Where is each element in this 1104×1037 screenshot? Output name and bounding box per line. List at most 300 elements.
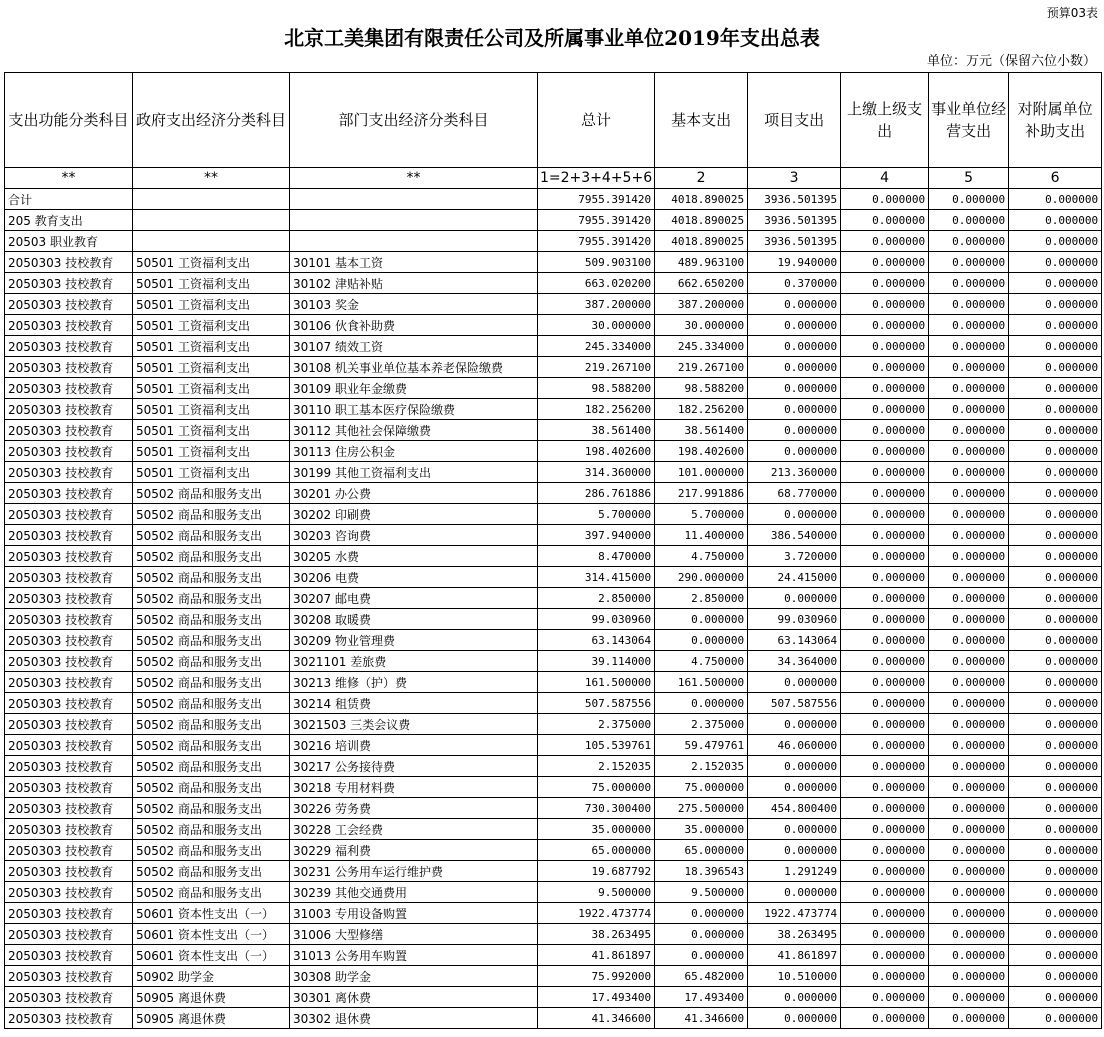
basic-cell: 65.000000 <box>655 840 748 861</box>
total-cell: 38.561400 <box>538 420 655 441</box>
table-row <box>5 189 1102 210</box>
total-cell: 314.360000 <box>538 462 655 483</box>
basic-cell: 30.000000 <box>655 315 748 336</box>
function-class-cell: 2050303 技校教育 <box>5 462 133 483</box>
table-row <box>5 231 1102 252</box>
business-cell: 0.000000 <box>929 861 1009 882</box>
project-cell: 0.000000 <box>748 357 841 378</box>
basic-cell: 219.267100 <box>655 357 748 378</box>
basic-cell: 4018.890025 <box>655 189 748 210</box>
total-cell: 17.493400 <box>538 987 655 1008</box>
total-cell: 98.588200 <box>538 378 655 399</box>
gov-econ-class-cell: 50501 工资福利支出 <box>133 336 290 357</box>
function-class-cell: 2050303 技校教育 <box>5 315 133 336</box>
col-header: 总计 <box>538 73 655 168</box>
subsidy-cell: 0.000000 <box>1009 987 1102 1008</box>
dept-econ-class-cell: 30202 印刷费 <box>290 504 538 525</box>
header-row <box>5 73 1102 168</box>
dept-econ-class-cell: 30108 机关事业单位基本养老保险缴费 <box>290 357 538 378</box>
dept-econ-class-cell: 30301 离休费 <box>290 987 538 1008</box>
subsidy-cell: 0.000000 <box>1009 336 1102 357</box>
project-cell: 1.291249 <box>748 861 841 882</box>
basic-cell: 0.000000 <box>655 693 748 714</box>
subsidy-cell: 0.000000 <box>1009 546 1102 567</box>
basic-cell: 75.000000 <box>655 777 748 798</box>
subsidy-cell: 0.000000 <box>1009 567 1102 588</box>
table-row <box>5 924 1102 945</box>
project-cell: 0.000000 <box>748 504 841 525</box>
subsidy-cell: 0.000000 <box>1009 378 1102 399</box>
gov-econ-class-cell: 50501 工资福利支出 <box>133 378 290 399</box>
remit-cell: 0.000000 <box>841 714 929 735</box>
total-cell: 63.143064 <box>538 630 655 651</box>
function-class-cell: 2050303 技校教育 <box>5 672 133 693</box>
project-cell: 0.000000 <box>748 672 841 693</box>
table-row <box>5 378 1102 399</box>
total-cell: 7955.391420 <box>538 210 655 231</box>
dept-econ-class-cell: 31003 专用设备购置 <box>290 903 538 924</box>
project-cell: 0.000000 <box>748 882 841 903</box>
gov-econ-class-cell: 50601 资本性支出（一） <box>133 945 290 966</box>
dept-econ-class-cell: 30112 其他社会保障缴费 <box>290 420 538 441</box>
remit-cell: 0.000000 <box>841 294 929 315</box>
basic-cell: 4.750000 <box>655 651 748 672</box>
table-row <box>5 588 1102 609</box>
table-row <box>5 861 1102 882</box>
project-cell: 213.360000 <box>748 462 841 483</box>
gov-econ-class-cell: 50502 商品和服务支出 <box>133 693 290 714</box>
dept-econ-class-cell: 30217 公务接待费 <box>290 756 538 777</box>
index-cell: 3 <box>748 168 841 189</box>
table-row <box>5 546 1102 567</box>
business-cell: 0.000000 <box>929 840 1009 861</box>
function-class-cell: 2050303 技校教育 <box>5 567 133 588</box>
total-cell: 314.415000 <box>538 567 655 588</box>
remit-cell: 0.000000 <box>841 987 929 1008</box>
business-cell: 0.000000 <box>929 546 1009 567</box>
basic-cell: 5.700000 <box>655 504 748 525</box>
table-row <box>5 525 1102 546</box>
total-cell: 7955.391420 <box>538 189 655 210</box>
table-row <box>5 483 1102 504</box>
gov-econ-class-cell: 50501 工资福利支出 <box>133 273 290 294</box>
gov-econ-class-cell: 50502 商品和服务支出 <box>133 546 290 567</box>
function-class-cell: 2050303 技校教育 <box>5 882 133 903</box>
project-cell: 0.000000 <box>748 840 841 861</box>
project-cell: 0.000000 <box>748 588 841 609</box>
gov-econ-class-cell: 50905 离退休费 <box>133 987 290 1008</box>
total-cell: 161.500000 <box>538 672 655 693</box>
table-row <box>5 336 1102 357</box>
gov-econ-class-cell: 50501 工资福利支出 <box>133 315 290 336</box>
project-cell: 386.540000 <box>748 525 841 546</box>
total-cell: 38.263495 <box>538 924 655 945</box>
table-row <box>5 756 1102 777</box>
remit-cell: 0.000000 <box>841 693 929 714</box>
basic-cell: 4.750000 <box>655 546 748 567</box>
page-title: 北京工美集团有限责任公司及所属事业单位2019年支出总表 <box>284 26 820 50</box>
subsidy-cell: 0.000000 <box>1009 399 1102 420</box>
total-cell: 30.000000 <box>538 315 655 336</box>
function-class-cell: 2050303 技校教育 <box>5 966 133 987</box>
function-class-cell: 20503 职业教育 <box>5 231 133 252</box>
gov-econ-class-cell: 50502 商品和服务支出 <box>133 672 290 693</box>
project-cell: 1922.473774 <box>748 903 841 924</box>
gov-econ-class-cell: 50502 商品和服务支出 <box>133 630 290 651</box>
table-row <box>5 672 1102 693</box>
business-cell: 0.000000 <box>929 756 1009 777</box>
basic-cell: 0.000000 <box>655 945 748 966</box>
function-class-cell: 2050303 技校教育 <box>5 861 133 882</box>
business-cell: 0.000000 <box>929 378 1009 399</box>
basic-cell: 2.850000 <box>655 588 748 609</box>
remit-cell: 0.000000 <box>841 798 929 819</box>
dept-econ-class-cell: 30201 办公费 <box>290 483 538 504</box>
function-class-cell: 2050303 技校教育 <box>5 777 133 798</box>
subsidy-cell: 0.000000 <box>1009 735 1102 756</box>
business-cell: 0.000000 <box>929 315 1009 336</box>
dept-econ-class-cell: 30206 电费 <box>290 567 538 588</box>
project-cell: 0.000000 <box>748 441 841 462</box>
business-cell: 0.000000 <box>929 189 1009 210</box>
total-cell: 75.000000 <box>538 777 655 798</box>
remit-cell: 0.000000 <box>841 819 929 840</box>
function-class-cell: 2050303 技校教育 <box>5 714 133 735</box>
gov-econ-class-cell: 50501 工资福利支出 <box>133 462 290 483</box>
basic-cell: 65.482000 <box>655 966 748 987</box>
business-cell: 0.000000 <box>929 987 1009 1008</box>
dept-econ-class-cell: 30102 津贴补贴 <box>290 273 538 294</box>
total-cell: 41.861897 <box>538 945 655 966</box>
gov-econ-class-cell: 50502 商品和服务支出 <box>133 756 290 777</box>
expenditure-table <box>4 72 1102 1029</box>
subsidy-cell: 0.000000 <box>1009 861 1102 882</box>
business-cell: 0.000000 <box>929 231 1009 252</box>
remit-cell: 0.000000 <box>841 504 929 525</box>
function-class-cell: 2050303 技校教育 <box>5 1008 133 1029</box>
total-cell: 198.402600 <box>538 441 655 462</box>
subsidy-cell: 0.000000 <box>1009 483 1102 504</box>
table-row <box>5 420 1102 441</box>
remit-cell: 0.000000 <box>841 735 929 756</box>
business-cell: 0.000000 <box>929 441 1009 462</box>
remit-cell: 0.000000 <box>841 273 929 294</box>
project-cell: 19.940000 <box>748 252 841 273</box>
col-header: 对附属单位补助支出 <box>1009 73 1102 168</box>
project-cell: 3936.501395 <box>748 210 841 231</box>
basic-cell: 198.402600 <box>655 441 748 462</box>
business-cell: 0.000000 <box>929 798 1009 819</box>
table-row <box>5 399 1102 420</box>
remit-cell: 0.000000 <box>841 420 929 441</box>
function-class-cell: 2050303 技校教育 <box>5 903 133 924</box>
basic-cell: 2.375000 <box>655 714 748 735</box>
total-cell: 182.256200 <box>538 399 655 420</box>
table-row <box>5 882 1102 903</box>
dept-econ-class-cell: 30103 奖金 <box>290 294 538 315</box>
gov-econ-class-cell: 50502 商品和服务支出 <box>133 861 290 882</box>
col-header: 部门支出经济分类科目 <box>290 73 538 168</box>
function-class-cell: 2050303 技校教育 <box>5 651 133 672</box>
business-cell: 0.000000 <box>929 609 1009 630</box>
business-cell: 0.000000 <box>929 252 1009 273</box>
function-class-cell: 2050303 技校教育 <box>5 273 133 294</box>
basic-cell: 4018.890025 <box>655 210 748 231</box>
dept-econ-class-cell: 30214 租赁费 <box>290 693 538 714</box>
business-cell: 0.000000 <box>929 903 1009 924</box>
project-cell: 63.143064 <box>748 630 841 651</box>
remit-cell: 0.000000 <box>841 525 929 546</box>
gov-econ-class-cell: 50502 商品和服务支出 <box>133 819 290 840</box>
table-row <box>5 462 1102 483</box>
remit-cell: 0.000000 <box>841 840 929 861</box>
basic-cell: 387.200000 <box>655 294 748 315</box>
total-cell: 2.152035 <box>538 756 655 777</box>
index-cell: 2 <box>655 168 748 189</box>
dept-econ-class-cell: 30207 邮电费 <box>290 588 538 609</box>
subsidy-cell: 0.000000 <box>1009 903 1102 924</box>
col-header: 项目支出 <box>748 73 841 168</box>
project-cell: 3.720000 <box>748 546 841 567</box>
basic-cell: 38.561400 <box>655 420 748 441</box>
index-cell: 5 <box>929 168 1009 189</box>
dept-econ-class-cell: 30302 退休费 <box>290 1008 538 1029</box>
project-cell: 3936.501395 <box>748 189 841 210</box>
gov-econ-class-cell: 50905 离退休费 <box>133 1008 290 1029</box>
function-class-cell: 2050303 技校教育 <box>5 483 133 504</box>
dept-econ-class-cell <box>290 210 538 231</box>
basic-cell: 4018.890025 <box>655 231 748 252</box>
index-cell: ** <box>5 168 133 189</box>
remit-cell: 0.000000 <box>841 483 929 504</box>
gov-econ-class-cell: 50502 商品和服务支出 <box>133 651 290 672</box>
business-cell: 0.000000 <box>929 651 1009 672</box>
total-cell: 99.030960 <box>538 609 655 630</box>
total-cell: 65.000000 <box>538 840 655 861</box>
function-class-cell: 2050303 技校教育 <box>5 357 133 378</box>
remit-cell: 0.000000 <box>841 210 929 231</box>
remit-cell: 0.000000 <box>841 462 929 483</box>
dept-econ-class-cell: 30213 维修（护）费 <box>290 672 538 693</box>
business-cell: 0.000000 <box>929 819 1009 840</box>
dept-econ-class-cell: 31013 公务用车购置 <box>290 945 538 966</box>
table-row <box>5 735 1102 756</box>
basic-cell: 59.479761 <box>655 735 748 756</box>
project-cell: 41.861897 <box>748 945 841 966</box>
gov-econ-class-cell: 50502 商品和服务支出 <box>133 714 290 735</box>
remit-cell: 0.000000 <box>841 1008 929 1029</box>
col-header: 上缴上级支出 <box>841 73 929 168</box>
function-class-cell: 2050303 技校教育 <box>5 819 133 840</box>
subsidy-cell: 0.000000 <box>1009 294 1102 315</box>
subsidy-cell: 0.000000 <box>1009 840 1102 861</box>
total-cell: 35.000000 <box>538 819 655 840</box>
function-class-cell: 2050303 技校教育 <box>5 735 133 756</box>
basic-cell: 161.500000 <box>655 672 748 693</box>
table-row <box>5 609 1102 630</box>
function-class-cell: 2050303 技校教育 <box>5 294 133 315</box>
dept-econ-class-cell: 30113 住房公积金 <box>290 441 538 462</box>
gov-econ-class-cell: 50502 商品和服务支出 <box>133 840 290 861</box>
basic-cell: 41.346600 <box>655 1008 748 1029</box>
dept-econ-class-cell: 30229 福利费 <box>290 840 538 861</box>
function-class-cell: 2050303 技校教育 <box>5 378 133 399</box>
dept-econ-class-cell: 31006 大型修缮 <box>290 924 538 945</box>
dept-econ-class-cell: 30209 物业管理费 <box>290 630 538 651</box>
subsidy-cell: 0.000000 <box>1009 672 1102 693</box>
gov-econ-class-cell: 50501 工资福利支出 <box>133 420 290 441</box>
business-cell: 0.000000 <box>929 336 1009 357</box>
subsidy-cell: 0.000000 <box>1009 252 1102 273</box>
basic-cell: 101.000000 <box>655 462 748 483</box>
total-cell: 9.500000 <box>538 882 655 903</box>
table-row <box>5 210 1102 231</box>
gov-econ-class-cell: 50502 商品和服务支出 <box>133 735 290 756</box>
subsidy-cell: 0.000000 <box>1009 1008 1102 1029</box>
basic-cell: 662.650200 <box>655 273 748 294</box>
remit-cell: 0.000000 <box>841 651 929 672</box>
function-class-cell: 2050303 技校教育 <box>5 756 133 777</box>
remit-cell: 0.000000 <box>841 441 929 462</box>
subsidy-cell: 0.000000 <box>1009 630 1102 651</box>
project-cell: 0.000000 <box>748 819 841 840</box>
total-cell: 19.687792 <box>538 861 655 882</box>
total-cell: 387.200000 <box>538 294 655 315</box>
gov-econ-class-cell: 50502 商品和服务支出 <box>133 609 290 630</box>
remit-cell: 0.000000 <box>841 924 929 945</box>
subsidy-cell: 0.000000 <box>1009 714 1102 735</box>
business-cell: 0.000000 <box>929 735 1009 756</box>
function-class-cell: 2050303 技校教育 <box>5 399 133 420</box>
dept-econ-class-cell: 30101 基本工资 <box>290 252 538 273</box>
subsidy-cell: 0.000000 <box>1009 231 1102 252</box>
index-cell: ** <box>290 168 538 189</box>
business-cell: 0.000000 <box>929 399 1009 420</box>
basic-cell: 0.000000 <box>655 924 748 945</box>
business-cell: 0.000000 <box>929 504 1009 525</box>
subsidy-cell: 0.000000 <box>1009 924 1102 945</box>
gov-econ-class-cell <box>133 189 290 210</box>
remit-cell: 0.000000 <box>841 336 929 357</box>
subsidy-cell: 0.000000 <box>1009 588 1102 609</box>
col-header: 基本支出 <box>655 73 748 168</box>
index-cell: 6 <box>1009 168 1102 189</box>
table-row <box>5 777 1102 798</box>
project-cell: 0.000000 <box>748 420 841 441</box>
table-row <box>5 798 1102 819</box>
business-cell: 0.000000 <box>929 210 1009 231</box>
gov-econ-class-cell <box>133 210 290 231</box>
index-row <box>5 168 1102 189</box>
business-cell: 0.000000 <box>929 294 1009 315</box>
form-code: 预算03表 <box>1046 6 1098 20</box>
function-class-cell: 2050303 技校教育 <box>5 504 133 525</box>
table-row <box>5 441 1102 462</box>
subsidy-cell: 0.000000 <box>1009 420 1102 441</box>
function-class-cell: 2050303 技校教育 <box>5 546 133 567</box>
gov-econ-class-cell: 50502 商品和服务支出 <box>133 504 290 525</box>
basic-cell: 0.000000 <box>655 630 748 651</box>
remit-cell: 0.000000 <box>841 567 929 588</box>
total-cell: 8.470000 <box>538 546 655 567</box>
table-row <box>5 504 1102 525</box>
function-class-cell: 2050303 技校教育 <box>5 252 133 273</box>
business-cell: 0.000000 <box>929 777 1009 798</box>
business-cell: 0.000000 <box>929 273 1009 294</box>
gov-econ-class-cell: 50501 工资福利支出 <box>133 294 290 315</box>
dept-econ-class-cell: 3021503 三类会议费 <box>290 714 538 735</box>
business-cell: 0.000000 <box>929 693 1009 714</box>
project-cell: 0.000000 <box>748 756 841 777</box>
project-cell: 99.030960 <box>748 609 841 630</box>
business-cell: 0.000000 <box>929 588 1009 609</box>
basic-cell: 0.000000 <box>655 903 748 924</box>
total-cell: 245.334000 <box>538 336 655 357</box>
table-row <box>5 714 1102 735</box>
function-class-cell: 2050303 技校教育 <box>5 525 133 546</box>
total-cell: 397.940000 <box>538 525 655 546</box>
total-cell: 507.587556 <box>538 693 655 714</box>
subsidy-cell: 0.000000 <box>1009 966 1102 987</box>
gov-econ-class-cell: 50501 工资福利支出 <box>133 357 290 378</box>
remit-cell: 0.000000 <box>841 189 929 210</box>
table-row <box>5 357 1102 378</box>
gov-econ-class-cell: 50502 商品和服务支出 <box>133 588 290 609</box>
basic-cell: 17.493400 <box>655 987 748 1008</box>
function-class-cell: 2050303 技校教育 <box>5 441 133 462</box>
basic-cell: 182.256200 <box>655 399 748 420</box>
index-cell: 4 <box>841 168 929 189</box>
total-cell: 75.992000 <box>538 966 655 987</box>
total-cell: 7955.391420 <box>538 231 655 252</box>
total-cell: 41.346600 <box>538 1008 655 1029</box>
table-row <box>5 903 1102 924</box>
remit-cell: 0.000000 <box>841 315 929 336</box>
function-class-cell: 2050303 技校教育 <box>5 840 133 861</box>
dept-econ-class-cell: 30199 其他工资福利支出 <box>290 462 538 483</box>
remit-cell: 0.000000 <box>841 546 929 567</box>
basic-cell: 18.396543 <box>655 861 748 882</box>
business-cell: 0.000000 <box>929 483 1009 504</box>
remit-cell: 0.000000 <box>841 903 929 924</box>
basic-cell: 245.334000 <box>655 336 748 357</box>
project-cell: 68.770000 <box>748 483 841 504</box>
col-header: 事业单位经营支出 <box>929 73 1009 168</box>
dept-econ-class-cell: 30228 工会经费 <box>290 819 538 840</box>
project-cell: 0.000000 <box>748 378 841 399</box>
remit-cell: 0.000000 <box>841 945 929 966</box>
project-cell: 0.000000 <box>748 777 841 798</box>
remit-cell: 0.000000 <box>841 231 929 252</box>
subsidy-cell: 0.000000 <box>1009 462 1102 483</box>
function-class-cell: 2050303 技校教育 <box>5 420 133 441</box>
business-cell: 0.000000 <box>929 1008 1009 1029</box>
remit-cell: 0.000000 <box>841 861 929 882</box>
table-row <box>5 567 1102 588</box>
business-cell: 0.000000 <box>929 630 1009 651</box>
business-cell: 0.000000 <box>929 714 1009 735</box>
project-cell: 0.000000 <box>748 336 841 357</box>
dept-econ-class-cell: 30109 职业年金缴费 <box>290 378 538 399</box>
dept-econ-class-cell <box>290 231 538 252</box>
remit-cell: 0.000000 <box>841 252 929 273</box>
table-row <box>5 651 1102 672</box>
subsidy-cell: 0.000000 <box>1009 315 1102 336</box>
subsidy-cell: 0.000000 <box>1009 357 1102 378</box>
function-class-cell: 2050303 技校教育 <box>5 609 133 630</box>
table-row <box>5 987 1102 1008</box>
business-cell: 0.000000 <box>929 357 1009 378</box>
